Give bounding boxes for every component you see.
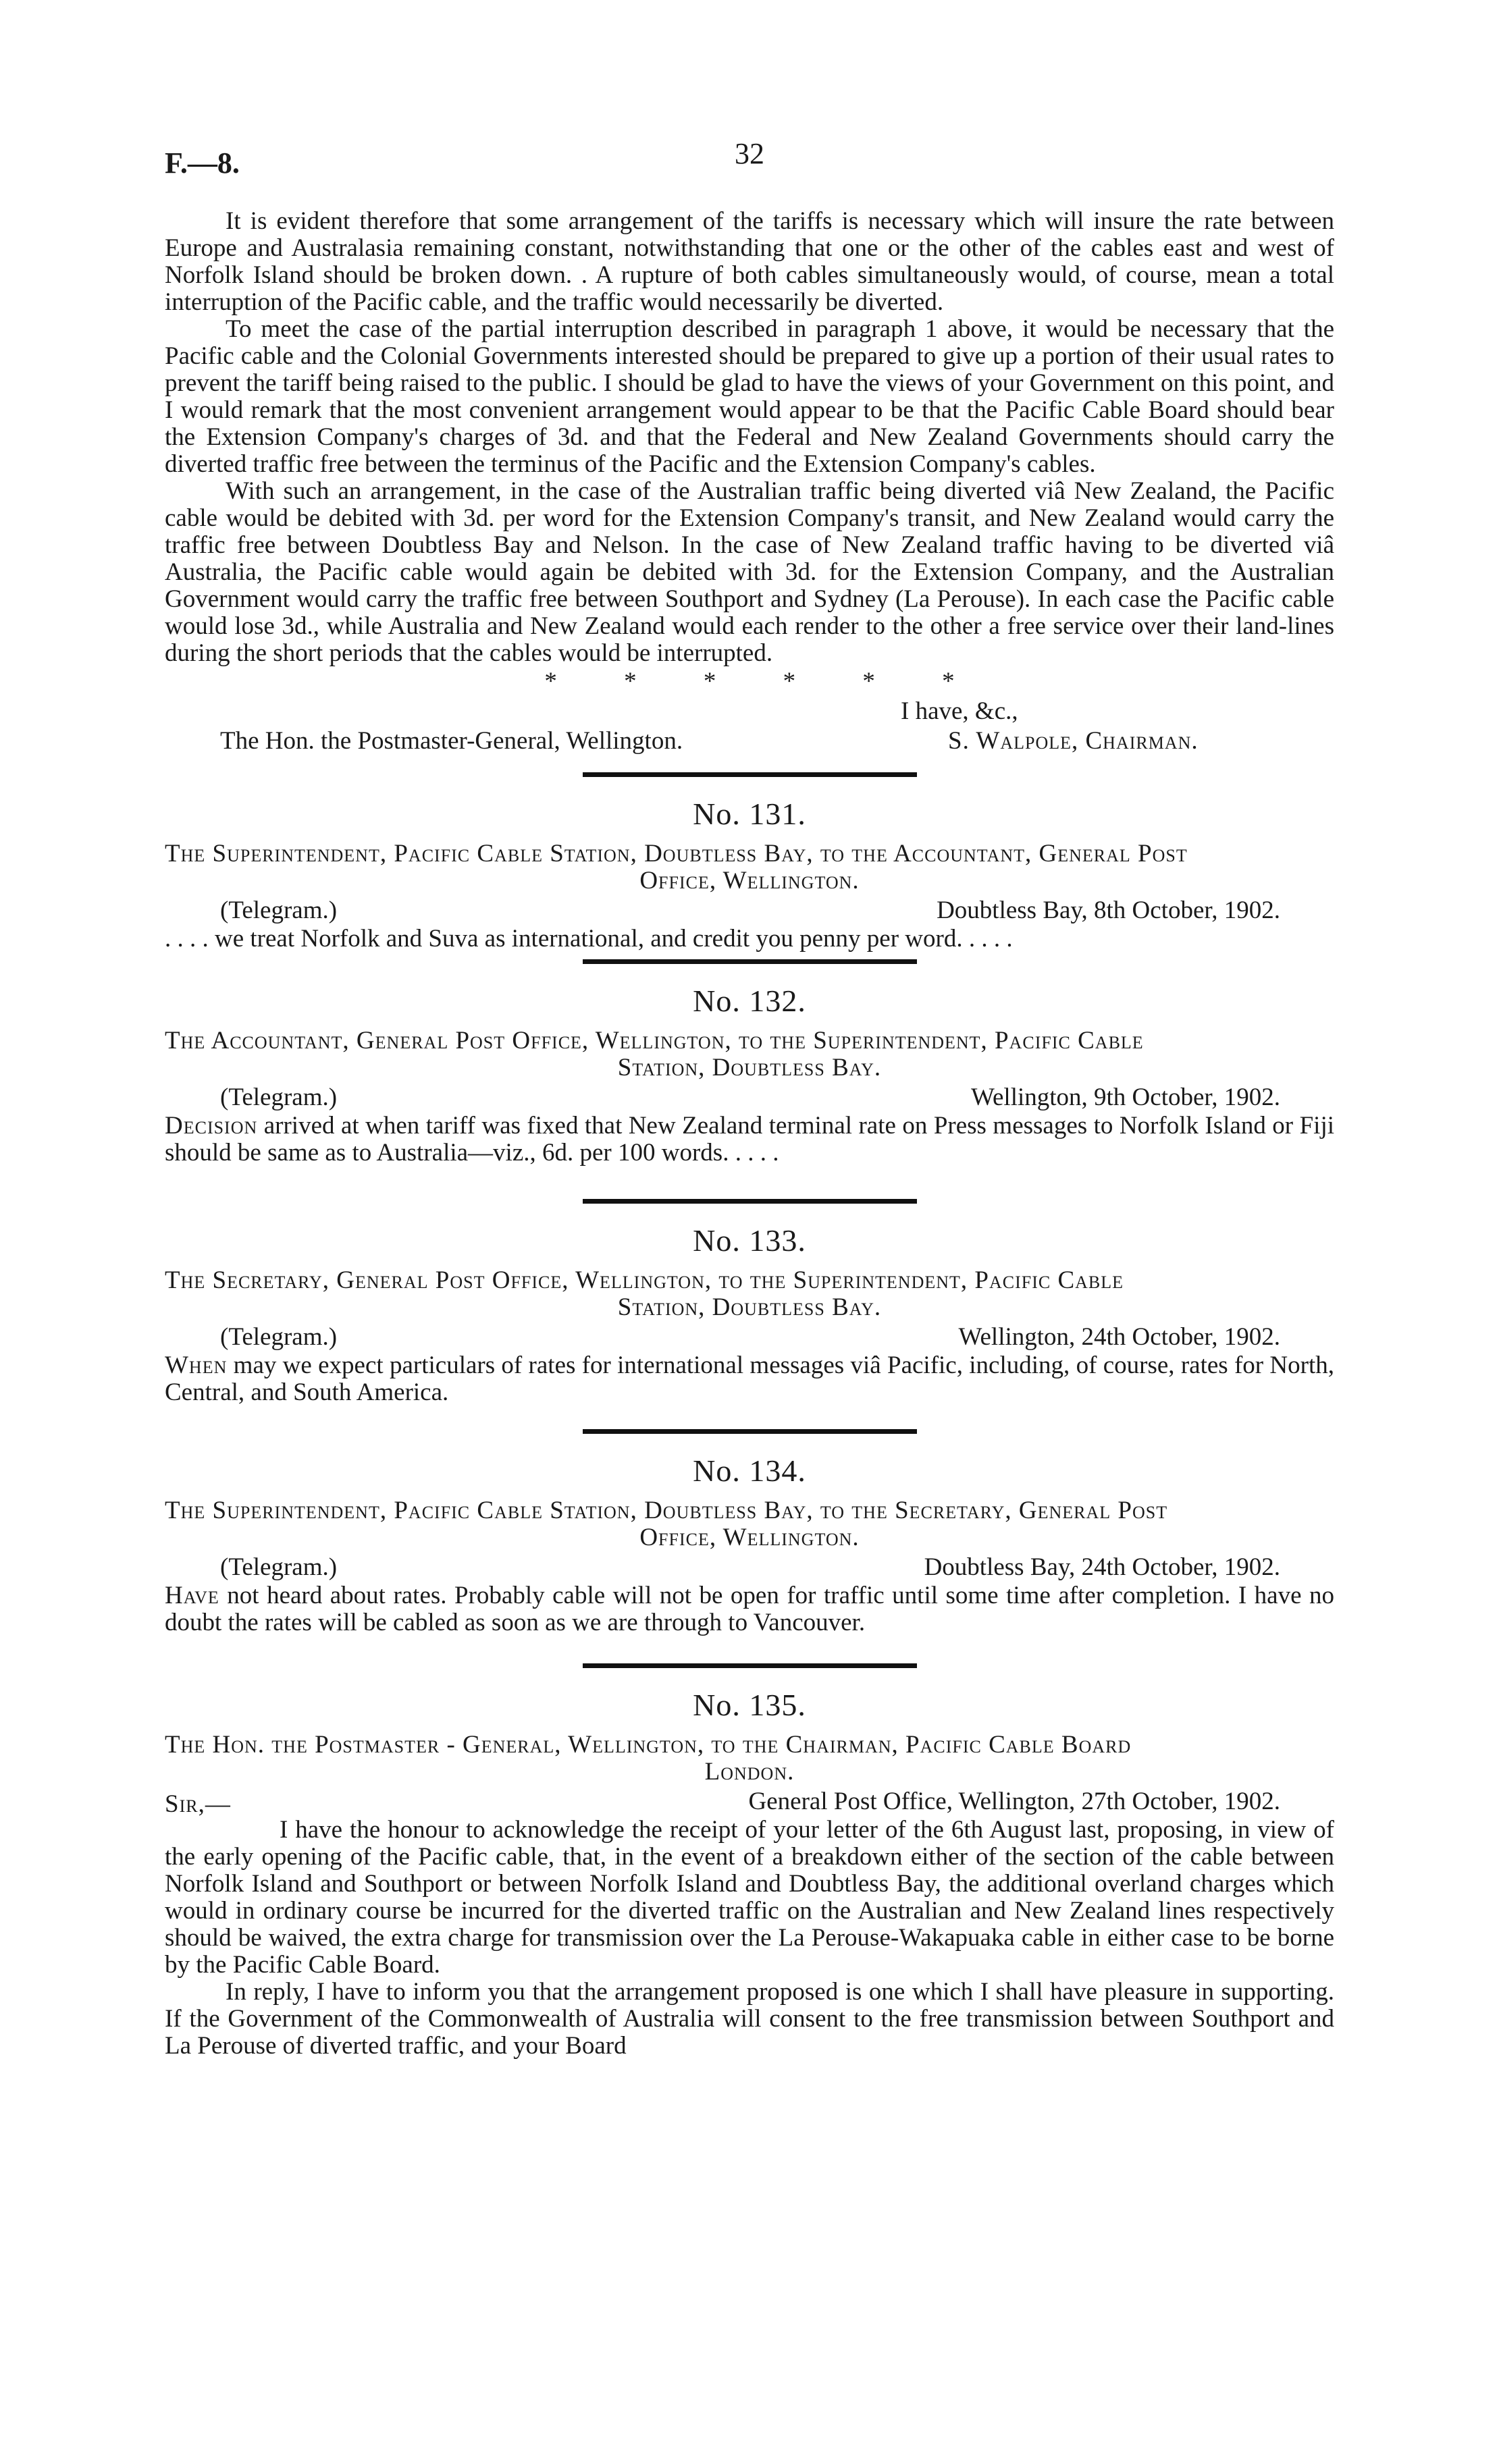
closing-formula: I have, &c., <box>901 697 1018 725</box>
page-reference: F.—8. <box>165 146 240 180</box>
document-number: No. 135. <box>693 1688 806 1722</box>
document-meta <box>165 1551 1334 1582</box>
telegram-body <box>165 1352 1334 1406</box>
document-route <box>165 1497 1334 1551</box>
paragraph: I have the honour to acknowledge the receipt of your letter of the 6th August last, proposing, in view of the early opening of the Pacific cable, that, in the event of a breakdown either of the section of the cable between Norfolk Island and Southport or between Norfolk Island and Doubtless Bay, the additional overland charges which would in ordinary course be incurred for the diverted traffic on the Australian and New Zealand lines respectively should be waived, the extra charge for transmission over the La Perouse-Wakapuaka cable in either case to be borne by the Pacific Cable Board. <box>165 1816 1334 1979</box>
place-date: General Post Office, Wellington, 27th October, 1902. <box>748 1788 1280 1815</box>
body-lead-word: When <box>165 1351 228 1379</box>
signatory: S. Walpole, Chairman. <box>948 727 1199 755</box>
body-text: may we expect particulars of rates for international messages viâ Pacific, including, of course, rates for North, Central, and South America. <box>165 1351 1334 1406</box>
paragraph: It is evident therefore that some arrangement of the tariffs is necessary which will insure the rate between Europe and Australasia remaining constant, notwithstanding that one or the other of the cables east and west of Norfolk Island should be broken down. . A rupture of both cables simultaneously would, of course, mean a total interruption of the Pacific cable, and the traffic would necessarily be diverted. <box>165 207 1334 316</box>
route-continuation: Station, Doubtless Bay. <box>617 1054 882 1081</box>
document-132 <box>165 984 1334 1167</box>
telegram-body <box>165 926 1334 953</box>
body-text: arrived at when tariff was fixed that New Zealand terminal rate on Press messages to Norfolk Island or Fiji should be same as to Australia—viz., 6d. per 100 words. . . . . <box>165 1112 1334 1167</box>
document-kind: (Telegram.) <box>220 1323 338 1351</box>
opening-letter-text <box>165 208 1334 667</box>
route-line: The Accountant, General Post Office, Wellington, to the Superintendent, Pacific Cable <box>165 1027 1144 1054</box>
section-divider <box>583 1199 917 1204</box>
document-number: No. 132. <box>693 984 806 1018</box>
document-135 <box>165 1688 1334 2060</box>
section-divider <box>583 772 917 777</box>
document-134 <box>165 1454 1334 1636</box>
paragraph: To meet the case of the partial interruption described in paragraph 1 above, it would be necessary that the Pacific cable and the Colonial Governments interested should be prepared to give up a portion of their usual rates to prevent the tariff being raised to the public. I should be glad to have the views of your Government on this point, and I would remark that the most convenient arrangement would appear to be that the Pacific Cable Board should bear the Extension Company's charges of 3d. and that the Federal and New Zealand Governments should carry the diverted traffic free between the terminus of the Pacific and the Extension Company's cables. <box>165 315 1334 478</box>
route-line: The Hon. the Postmaster - General, Wellington, to the Chairman, Pacific Cable Board <box>165 1731 1132 1759</box>
place-date: Doubtless Bay, 24th October, 1902. <box>924 1553 1280 1581</box>
page-number: 32 <box>735 137 764 170</box>
document-route <box>165 1732 1334 1786</box>
document-route <box>165 1267 1334 1321</box>
document-route <box>165 840 1334 894</box>
document-meta <box>165 894 1334 926</box>
document-meta <box>165 1786 1334 1817</box>
document-number: No. 134. <box>693 1453 806 1488</box>
route-line: The Superintendent, Pacific Cable Station, Doubtless Bay, to the Accountant, General Post <box>165 840 1188 867</box>
place-date: Wellington, 9th October, 1902. <box>971 1083 1280 1111</box>
telegram-body <box>165 1582 1334 1636</box>
omission-asterisks: * * * * * * <box>544 668 955 695</box>
route-continuation: London. <box>704 1758 795 1786</box>
body-text: not heard about rates. Probably cable will not be open for traffic until some time after completion. I have no doubt the rates will be cabled as soon as we are through to Vancouver. <box>165 1582 1334 1636</box>
paragraph: With such an arrangement, in the case of the Australian traffic being diverted viâ New Zealand, the Pacific cable would be debited with 3d. per word for the Extension Company's transit, and New Zealand would carry the traffic free between Doubtless Bay and Nelson. In the case of New Zealand traffic having to be diverted viâ Australia, the Pacific cable would again be debited with 3d. for the Extension Company, and the Australian Government would carry the traffic free between Southport and Sydney (La Perouse). In each case the Pacific cable would lose 3d., while Australia and New Zealand would each render to the other a free service over their land-lines during the short periods that the cables would be interrupted. <box>165 477 1334 667</box>
body-lead-word: Decision <box>165 1112 258 1140</box>
document-page <box>165 135 1334 2060</box>
body-lead-word: Have <box>165 1582 219 1609</box>
salutation: Sir,— <box>165 1790 231 1818</box>
telegram-body <box>165 1113 1334 1167</box>
letter-signoff <box>165 698 1334 756</box>
section-divider <box>583 1663 917 1668</box>
paragraph: In reply, I have to inform you that the arrangement proposed is one which I shall have pleasure in supporting. If the Government of the Commonwealth of Australia will consent to the free transmission between Southport and La Perouse of diverted traffic, and your Board <box>165 1978 1334 2060</box>
route-continuation: Office, Wellington. <box>639 867 860 894</box>
addressee: The Hon. the Postmaster-General, Wellington. <box>220 727 683 755</box>
document-number: No. 131. <box>693 797 806 831</box>
route-line: The Secretary, General Post Office, Wellington, to the Superintendent, Pacific Cable <box>165 1266 1124 1294</box>
document-kind: (Telegram.) <box>220 1553 338 1581</box>
document-number: No. 133. <box>693 1223 806 1258</box>
document-133 <box>165 1224 1334 1406</box>
section-divider <box>583 1429 917 1434</box>
document-kind: (Telegram.) <box>220 896 338 924</box>
section-divider <box>583 959 917 964</box>
document-route <box>165 1027 1334 1081</box>
document-meta <box>165 1081 1334 1113</box>
route-continuation: Station, Doubtless Bay. <box>617 1293 882 1321</box>
route-line: The Superintendent, Pacific Cable Station, Doubtless Bay, to the Secretary, General Post <box>165 1497 1168 1524</box>
place-date: Wellington, 24th October, 1902. <box>958 1323 1280 1351</box>
document-kind: (Telegram.) <box>220 1083 338 1111</box>
document-131 <box>165 797 1334 953</box>
body-text: . . . . we treat Norfolk and Suva as international, and credit you penny per word. . . . . <box>165 925 1013 953</box>
page-header <box>165 135 1334 180</box>
document-meta <box>165 1321 1334 1352</box>
route-continuation: Office, Wellington. <box>639 1524 860 1551</box>
place-date: Doubtless Bay, 8th October, 1902. <box>937 896 1280 924</box>
